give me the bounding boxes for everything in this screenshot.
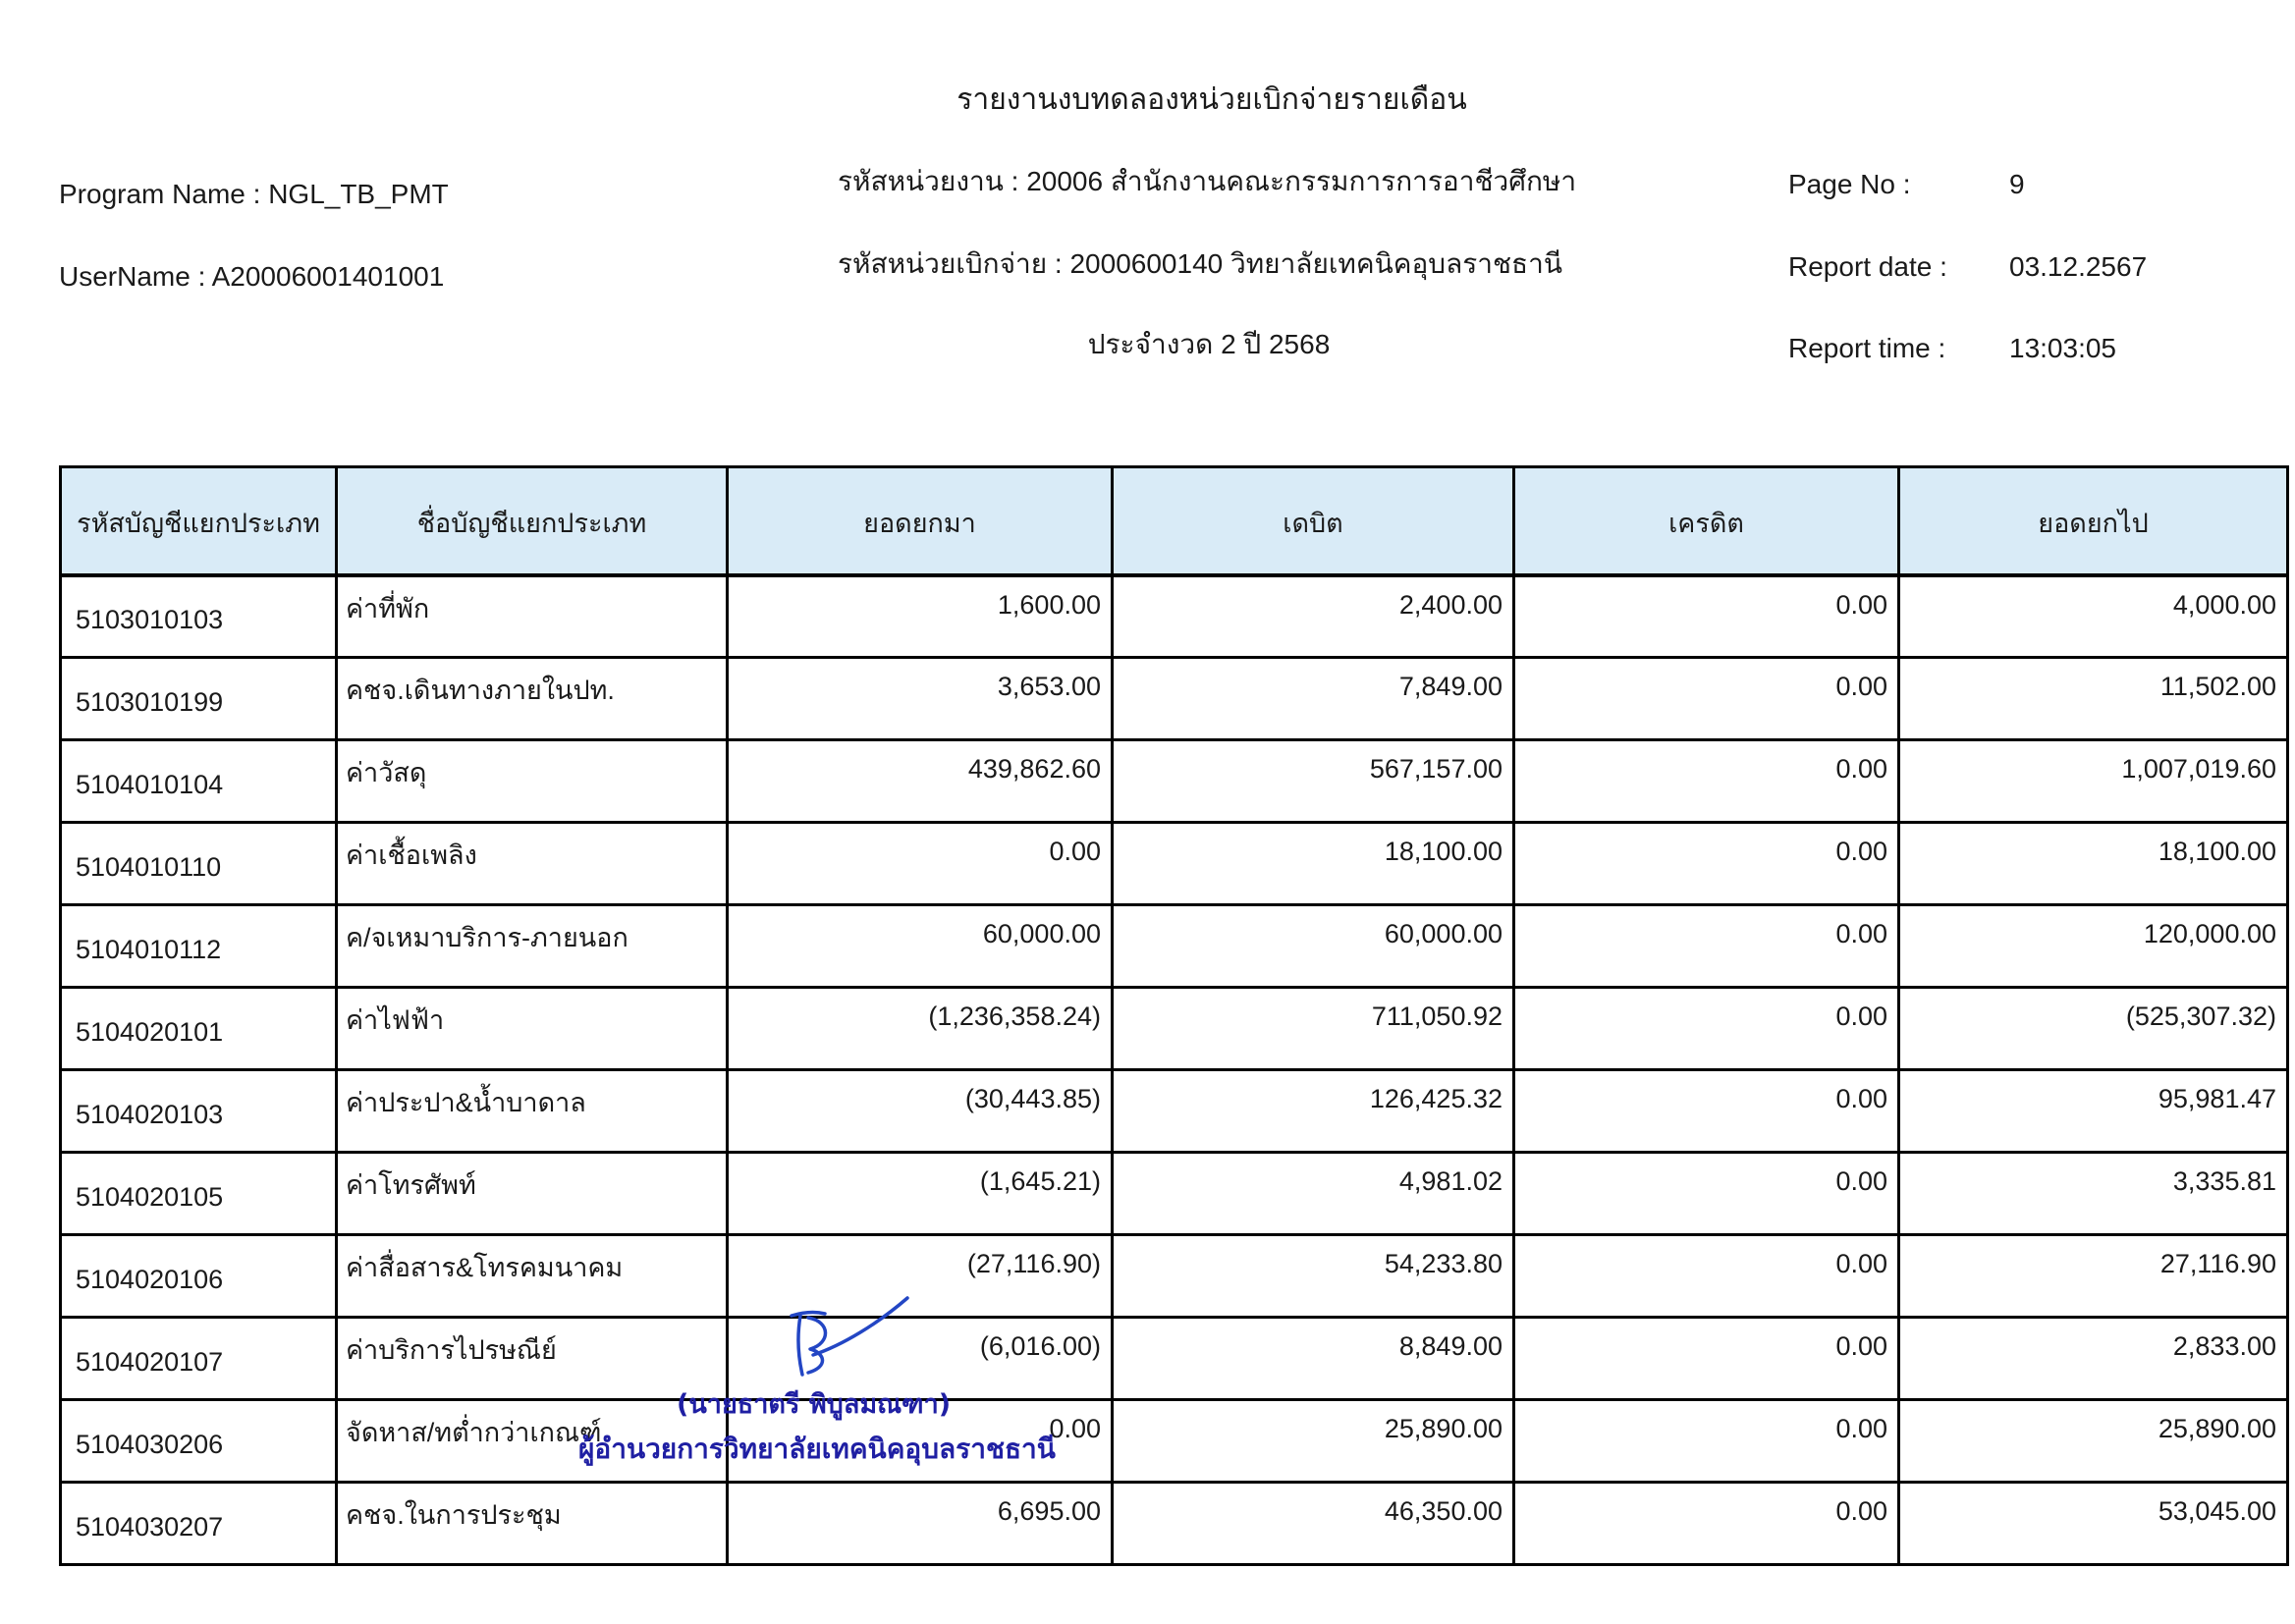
table-row [61,905,2288,988]
account-name: คชจ.เดินทางภายในปท. [337,658,728,740]
disbursing-unit-value: 2000600140 วิทยาลัยเทคนิคอุบลราชธานี [1069,248,1562,279]
credit: 0.00 [1514,1153,1899,1235]
user-name [59,260,444,294]
brought-forward: 0.00 [728,823,1113,905]
carried-forward: 25,890.00 [1899,1400,2288,1483]
account-name: ค/จเหมาบริการ-ภายนอก [337,905,728,988]
account-name: ค่าไฟฟ้า [337,988,728,1070]
table-row [61,988,2288,1070]
table-row [61,1235,2288,1318]
account-code: 5104010112 [61,905,337,988]
debit: 4,981.02 [1113,1153,1514,1235]
debit: 18,100.00 [1113,823,1514,905]
brought-forward: 439,862.60 [728,740,1113,823]
debit: 7,849.00 [1113,658,1514,740]
brought-forward: (1,645.21) [728,1153,1113,1235]
table-row [61,740,2288,823]
account-name: ค่าสื่อสาร&โทรคมนาคม [337,1235,728,1318]
header-carried-forward: ยอดยกไป [1899,467,2288,575]
account-name: ค่าโทรศัพท์ [337,1153,728,1235]
agency-value: 20006 สำนักงานคณะกรรมการการอาชีวศึกษา [1026,166,1577,196]
brought-forward: (1,236,358.24) [728,988,1113,1070]
account-code: 5104020107 [61,1318,337,1400]
brought-forward: (27,116.90) [728,1235,1113,1318]
header-brought-forward: ยอดยกมา [728,467,1113,575]
account-name: ค่าบริการไปรษณีย์ [337,1318,728,1400]
program-name-label: Program Name : [59,179,261,209]
account-name: ค่าเชื้อเพลิง [337,823,728,905]
carried-forward: 11,502.00 [1899,658,2288,740]
report-date-value: 03.12.2567 [2009,251,2148,282]
account-code: 5104030206 [61,1400,337,1483]
account-name: จัดหาส/ทต่ำกว่าเกณฑ์ [337,1400,728,1483]
trial-balance-table [59,465,2289,1566]
credit: 0.00 [1514,988,1899,1070]
program-name [59,178,449,211]
credit: 0.00 [1514,658,1899,740]
user-name-label: UserName : [59,261,206,292]
brought-forward: 60,000.00 [728,905,1113,988]
header-account-name: ชื่อบัญชีแยกประเภท [337,467,728,575]
debit: 46,350.00 [1113,1483,1514,1565]
debit: 567,157.00 [1113,740,1514,823]
account-name: คชจ.ในการประชุม [337,1483,728,1565]
disbursing-unit [838,247,1562,281]
debit: 60,000.00 [1113,905,1514,988]
credit: 0.00 [1514,740,1899,823]
account-name: ค่าวัสดุ [337,740,728,823]
brought-forward: 6,695.00 [728,1483,1113,1565]
account-code: 5104010110 [61,823,337,905]
credit: 0.00 [1514,823,1899,905]
page-no-value: 9 [2009,169,2025,199]
credit: 0.00 [1514,1483,1899,1565]
credit: 0.00 [1514,905,1899,988]
carried-forward: 53,045.00 [1899,1483,2288,1565]
debit: 25,890.00 [1113,1400,1514,1483]
account-code: 5103010199 [61,658,337,740]
agency-label: รหัสหน่วยงาน : [838,166,1019,196]
brought-forward: 0.00 [728,1400,1113,1483]
header-account-code: รหัสบัญชีแยกประเภท [61,467,337,575]
carried-forward: 3,335.81 [1899,1153,2288,1235]
debit: 54,233.80 [1113,1235,1514,1318]
account-code: 5104020101 [61,988,337,1070]
table-row [61,658,2288,740]
carried-forward: 4,000.00 [1899,575,2288,658]
account-name: ค่าประปา&น้ำบาดาล [337,1070,728,1153]
stamp-signatory-position: ผู้อำนวยการวิทยาลัยเทคนิคอุบลราชธานี [578,1433,1056,1465]
debit: 8,849.00 [1113,1318,1514,1400]
account-code: 5103010103 [61,575,337,658]
carried-forward: 95,981.47 [1899,1070,2288,1153]
credit: 0.00 [1514,575,1899,658]
account-code: 5104010104 [61,740,337,823]
report-title: รายงานงบทดลองหน่วยเบิกจ่ายรายเดือน [956,83,1467,116]
brought-forward: (6,016.00) [728,1318,1113,1400]
disbursing-unit-label: รหัสหน่วยเบิกจ่าย : [838,248,1063,279]
report-period: ประจำงวด 2 ปี 2568 [1087,329,1331,359]
carried-forward: 2,833.00 [1899,1318,2288,1400]
account-code: 5104030207 [61,1483,337,1565]
agency-code [838,165,1576,198]
signature [784,1292,913,1384]
credit: 0.00 [1514,1235,1899,1318]
brought-forward: 3,653.00 [728,658,1113,740]
table-row [61,823,2288,905]
table-row [61,1400,2288,1483]
table-row [61,1153,2288,1235]
header-debit: เดบิต [1113,467,1514,575]
debit: 711,050.92 [1113,988,1514,1070]
report-date-label: Report date : [1788,251,1947,282]
stamp-signatory-name: (นายธาตรี พิบูลมณฑา) [677,1389,952,1420]
brought-forward: (30,443.85) [728,1070,1113,1153]
report-time-label: Report time : [1788,333,1946,363]
account-code: 5104020103 [61,1070,337,1153]
debit: 126,425.32 [1113,1070,1514,1153]
table-row [61,1318,2288,1400]
user-name-value: A20006001401001 [211,261,445,292]
header-credit: เครดิต [1514,467,1899,575]
debit: 2,400.00 [1113,575,1514,658]
page-no-label: Page No : [1788,169,1911,199]
account-code: 5104020106 [61,1235,337,1318]
carried-forward: 27,116.90 [1899,1235,2288,1318]
carried-forward: 120,000.00 [1899,905,2288,988]
table-row [61,1070,2288,1153]
account-code: 5104020105 [61,1153,337,1235]
report-time-value: 13:03:05 [2009,333,2116,363]
credit: 0.00 [1514,1318,1899,1400]
account-name: ค่าที่พัก [337,575,728,658]
credit: 0.00 [1514,1400,1899,1483]
credit: 0.00 [1514,1070,1899,1153]
table-header-row [61,467,2288,575]
table-row [61,1483,2288,1565]
table-row [61,575,2288,658]
carried-forward: (525,307.32) [1899,988,2288,1070]
brought-forward: 1,600.00 [728,575,1113,658]
carried-forward: 18,100.00 [1899,823,2288,905]
carried-forward: 1,007,019.60 [1899,740,2288,823]
program-name-value: NGL_TB_PMT [268,179,449,209]
